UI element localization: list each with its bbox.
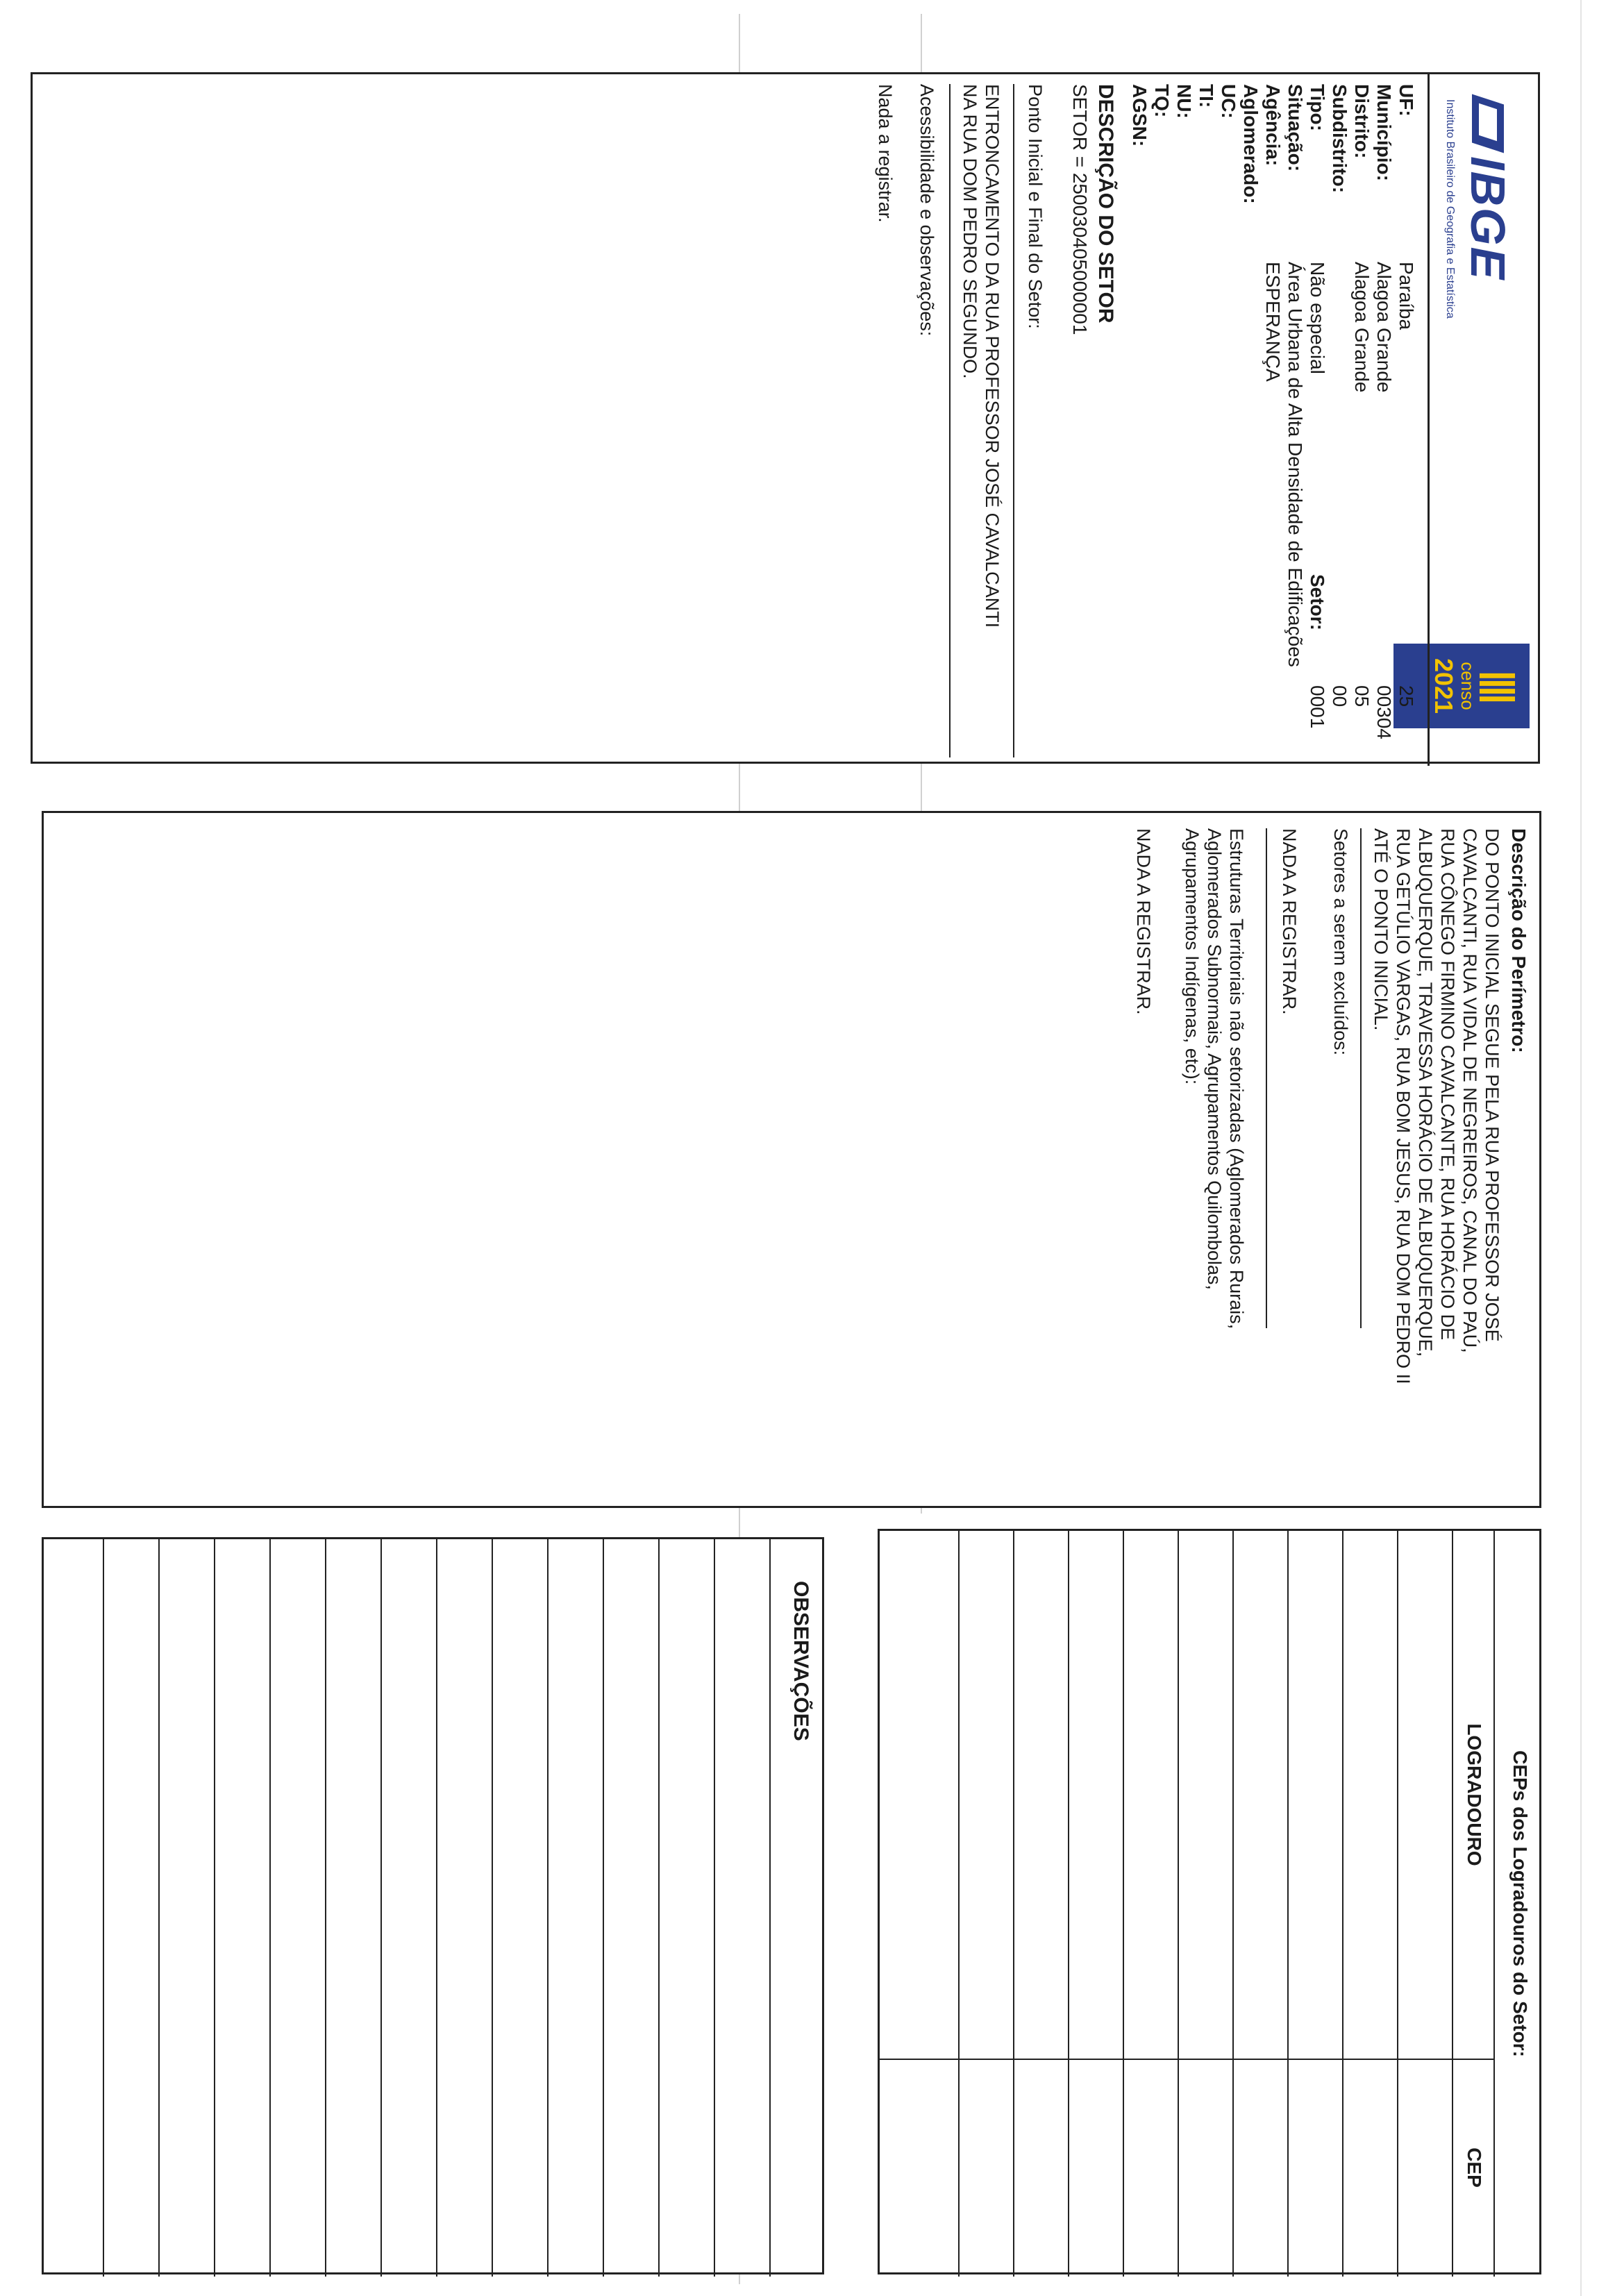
field-code: 00304 xyxy=(1373,685,1395,739)
field-aglomerado: Aglomerado: xyxy=(1240,84,1262,204)
ponto-rule xyxy=(1013,84,1014,757)
ceps-row-line xyxy=(1397,1531,1398,2277)
obs-line xyxy=(492,1539,493,2277)
perimetro-line: RUA CÔNEGO FIRMINO CAVALCANTE, RUA HORÁCIO DE xyxy=(1437,828,1458,1341)
field-value: Paraíba xyxy=(1396,262,1417,330)
excluidos-label: Setores a serem excluídos: xyxy=(1330,828,1351,1056)
ponto-line-2: NA RUA DOM PEDRO SEGUNDO. xyxy=(960,84,980,379)
ceps-row-line xyxy=(1452,1531,1453,2277)
field-label: Subdistrito: xyxy=(1329,84,1350,194)
obs-line xyxy=(547,1539,549,2277)
ceps-row-line xyxy=(1013,1531,1014,2277)
excluidos-rule xyxy=(1266,828,1267,1328)
field-label: Situação: xyxy=(1284,84,1306,172)
ceps-row-line xyxy=(1178,1531,1179,2277)
perimetro-rule xyxy=(1360,828,1362,1328)
setor-code: SETOR = 250030405000001 xyxy=(1069,84,1091,335)
obs-line xyxy=(214,1539,215,2277)
perimetro-line: CAVALCANTI, RUA VIDAL DE NEGREIROS, CANAL DO PAÚ, xyxy=(1459,828,1480,1353)
acess-label: Acessibilidade e observações: xyxy=(916,84,937,337)
perimetro-panel xyxy=(42,811,1541,1508)
field-agsn: AGSN: xyxy=(1129,84,1150,147)
setor-title: DESCRIÇÃO DO SETOR xyxy=(1094,84,1117,324)
perimetro-line: ALBUQUERQUE, TRAVESSA HORÁCIO DE ALBUQUERQUE, xyxy=(1415,828,1436,1357)
field-label: Distrito: xyxy=(1351,84,1373,159)
estruturas-line: Aglomerados Subnormais, Agrupamentos Quilombolas, xyxy=(1204,828,1225,1290)
obs-line xyxy=(603,1539,604,2277)
ceps-col-divider xyxy=(880,2059,1495,2060)
perimetro-line: DO PONTO INICIAL SEGUE PELA RUA PROFESSOR JOSÉ xyxy=(1482,828,1502,1342)
ponto-line-1: ENTRONCAMENTO DA RUA PROFESSOR JOSÉ CAVALCANTI xyxy=(982,84,1003,628)
field-code: 0001 xyxy=(1307,685,1328,729)
perimetro-line: RUA GETÚLIO VARGAS, RUA BOM JESUS, RUA DOM PEDRO II xyxy=(1393,828,1414,1384)
ceps-row-line xyxy=(1232,1531,1234,2277)
ibge-logo xyxy=(1460,99,1516,280)
field-value: Alagoa Grande xyxy=(1351,262,1373,393)
obs-line xyxy=(714,1539,715,2277)
censo-word: censo xyxy=(1457,662,1478,710)
logo-subtitle: Instituto Brasileiro de Geografia e Estatística xyxy=(1444,99,1456,319)
header-divider xyxy=(1428,74,1430,766)
ceps-row-line xyxy=(1123,1531,1124,2277)
estruturas-line: Agrupamentos Indígenas, etc): xyxy=(1182,828,1203,1085)
observacoes-title: OBSERVAÇÕES xyxy=(789,1581,812,1741)
ceps-row-line xyxy=(1342,1531,1343,2277)
obs-line xyxy=(158,1539,160,2277)
field-label: Agência: xyxy=(1262,84,1284,167)
ponto-label: Ponto Inicial e Final do Setor: xyxy=(1025,84,1046,329)
obs-line xyxy=(103,1539,104,2277)
panel-rotator xyxy=(44,813,1543,1510)
panel-rotator xyxy=(880,1531,1543,2277)
field-extra-label: Setor: xyxy=(1307,574,1328,630)
setor-header-panel xyxy=(31,72,1540,764)
ceps-row-line xyxy=(1068,1531,1069,2277)
ibge-mark-icon xyxy=(1472,94,1504,153)
obs-line xyxy=(380,1539,382,2277)
obs-line xyxy=(658,1539,660,2277)
field-code: 25 xyxy=(1396,685,1417,707)
field-value: ESPERANÇA xyxy=(1262,262,1284,382)
perimetro-title: Descrição do Perímetro: xyxy=(1508,828,1530,1053)
field-label: UF: xyxy=(1396,84,1417,117)
field-label: Tipo: xyxy=(1307,84,1328,131)
field-code: 05 xyxy=(1351,685,1373,707)
field-value: Não especial xyxy=(1307,262,1328,374)
field-uc: UC: xyxy=(1218,84,1239,119)
field-code: 00 xyxy=(1329,685,1350,707)
ceps-title: CEPs dos Logradouros do Setor: xyxy=(1509,1750,1531,2057)
censo-bars-icon: |||| xyxy=(1480,670,1521,702)
excluidos-value: NADA A REGISTRAR. xyxy=(1279,828,1300,1015)
panel-rotator xyxy=(44,1539,826,2277)
field-tq: TQ: xyxy=(1151,84,1173,118)
field-nu: NU: xyxy=(1173,84,1195,119)
scan-edge xyxy=(1580,0,1582,2296)
col-logradouro: LOGRADOURO xyxy=(1464,1723,1485,1866)
obs-line xyxy=(269,1539,271,2277)
field-label: Município: xyxy=(1373,84,1395,181)
panel-rotator xyxy=(33,74,1542,766)
col-cep: CEP xyxy=(1464,2147,1485,2188)
obs-line xyxy=(769,1539,771,2277)
field-ti: TI: xyxy=(1196,84,1217,108)
field-value: Alagoa Grande xyxy=(1373,262,1395,393)
observacoes-panel xyxy=(42,1537,824,2274)
ceps-row-line xyxy=(1287,1531,1289,2277)
estruturas-value: NADA A REGISTRAR. xyxy=(1133,828,1154,1015)
field-value: Área Urbana de Alta Densidade de Edificações xyxy=(1284,262,1306,667)
acess-value: Nada a registrar. xyxy=(875,84,896,223)
obs-line xyxy=(436,1539,437,2277)
obs-line xyxy=(325,1539,326,2277)
censo-year: 2021 xyxy=(1430,657,1458,714)
logo-name: IBGE xyxy=(1461,156,1515,281)
ceps-row-line xyxy=(958,1531,960,2277)
ceps-panel xyxy=(878,1529,1541,2274)
estruturas-line: Estruturas Territoriais não setorizadas (Aglomerados Rurais, xyxy=(1226,828,1247,1330)
ceps-header-line xyxy=(1493,1531,1495,2277)
perimetro-line: ATÉ O PONTO INICIAL. xyxy=(1371,828,1391,1031)
acess-rule xyxy=(949,84,951,757)
